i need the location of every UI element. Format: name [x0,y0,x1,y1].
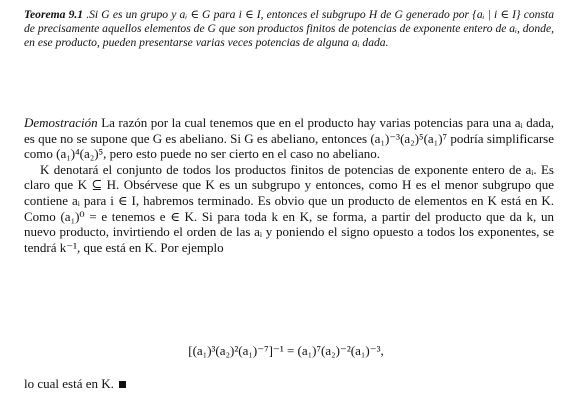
proof-conclusion [24,376,126,392]
proof-text-1: La razón por la cual tenemos que en el producto hay varias potencias para una aᵢ dada, es que no se supone que G es abeliano. Si G es abeliano, entonces (a₁)⁻³(a₂)⁵(a₁)⁷ podría simplificarse como (a₁)⁴(a₂)⁵, pero esto puede no ser cierto en el caso no abeliano. [24,115,554,162]
proof-paragraph-1 [24,115,554,162]
proof-paragraph-2: K denotará el conjunto de todos los productos finitos de potencias de exponente entero de aᵢ. Es claro que K ⊆ H. Obsérvese que K es un subgrupo y entonces, como H es el menor subgrupo que contiene aᵢ para i ∈ I, habremos terminado. Es obvio que un producto de elementos en K está en K. Como (a₁)⁰ = e tenemos e ∈ K. Si para toda k en K, se forma, a partir del producto que da k, un nuevo producto, invirtiendo el orden de las aᵢ y poniendo el signo opuesto a todos los exponentes, se tendrá k⁻¹, que está en K. Por ejemplo [24,161,554,255]
theorem-text: .Si G es un grupo y aᵢ ∈ G para i ∈ I, entonces el subgrupo H de G generado por {aᵢ | i ∈ I} consta de precisamente aquellos elementos de G que son productos finitos de potencias de exponente entero de aᵢ, donde, en ese producto, pueden presentarse varias veces potencias de alguna aᵢ dada. [24,8,554,49]
theorem-statement [24,8,554,50]
example-formula: [(a₁)³(a₂)²(a₁)⁻⁷]⁻¹ = (a₁)⁷(a₂)⁻²(a₁)⁻³, [188,343,384,358]
conclusion-text: lo cual está en K. [24,376,114,391]
qed-square-icon [119,381,126,388]
proof-label: Demostración [24,115,98,130]
proof-section [24,115,554,255]
theorem-label: Teorema 9.1 [24,8,84,21]
